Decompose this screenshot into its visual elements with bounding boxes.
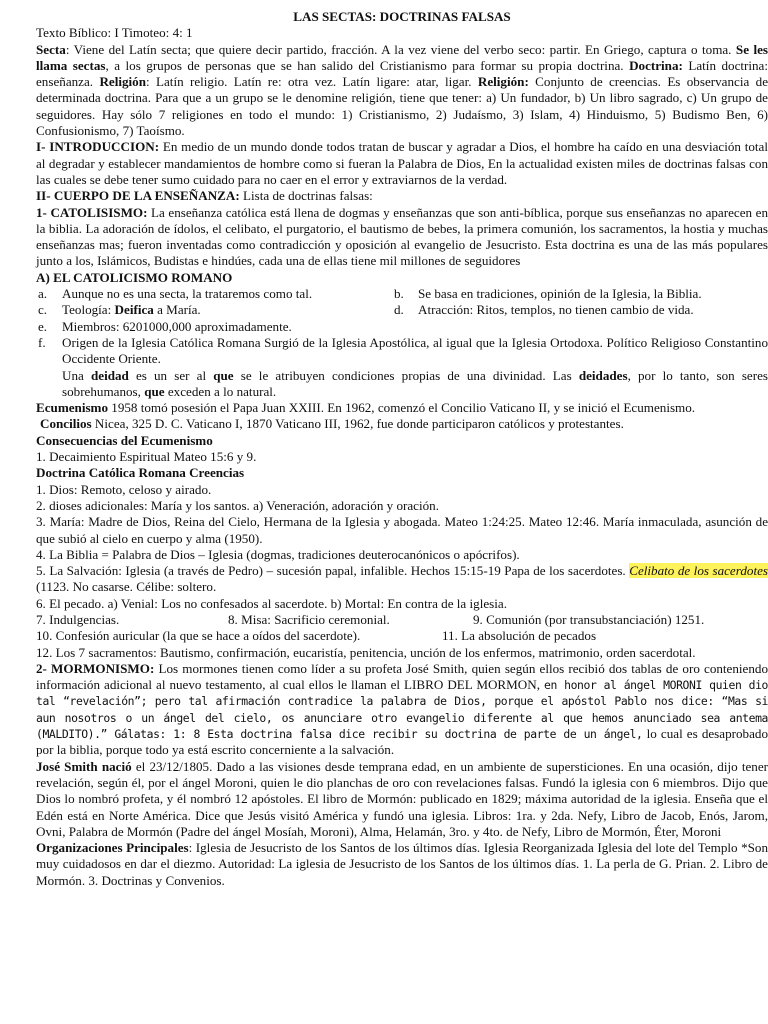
list-item-c: c. Teología: Deifica a María. (38, 302, 201, 318)
list-item-a: a. Aunque no es una secta, la trataremos como tal. (38, 286, 313, 302)
list-item-e: e. Miembros: 6201000,000 aproximadamente. (38, 318, 292, 334)
catolicismo-romano-heading: A) EL CATOLICISMO ROMANO (36, 269, 233, 285)
secta-definition: Secta: Viene del Latín secta; que quiere decir partido, fracción. A la vez viene del verbo seco: partir. En Griego, captura o toma. Se les llama sectas, a los grupos de personas que se han salido del Cristianismo para formar su propia doctrina. Doctrina: Latín doctrina: enseñanza. Religión: Latín religio. Latín re: otra vez. Latín ligare: atar, ligar. Religión: Conjunto de creencias. Es observancia de determinada doctrina. Para que a un grupo se le denomine religión, tiene que tener: a) Un fundador, b) Un libro sagrado, c) Un grupo de seguidores. Hay sólo 7 religiones en todo el mundo: 1) Cristianismo, 2) Judaísmo, 3) Islam, 4) Hinduismo, 5) Budismo Ben, 6) Confusionismo, 7) Taoísmo. (36, 41, 768, 139)
list-item-b: b. Se basa en tradiciones, opinión de la Iglesia, la Biblia. (394, 286, 702, 302)
creencia-item-10: 10. Confesión auricular (la que se hace a oídos del sacerdote). (36, 628, 361, 644)
consecuencias-heading: Consecuencias del Ecumenismo (36, 432, 213, 448)
creencia-item-4: 4. La Biblia = Palabra de Dios – Iglesia (dogmas, tradiciones deuterocanónicos o apócrifos). (36, 546, 520, 562)
consecuencias-item-1: 1. Decaimiento Espiritual Mateo 15:6 y 9. (36, 449, 257, 465)
secta-label: Secta (36, 41, 66, 57)
document-title: LAS SECTAS: DOCTRINAS FALSAS (293, 9, 511, 24)
catolicismo-heading: 1- CATOLISISMO: (36, 204, 148, 220)
mormonismo-heading: 2- MORMONISMO: (36, 660, 155, 676)
creencia-item-9: 9. Comunión (por transubstanciación) 1251. (473, 611, 705, 627)
highlighted-text: Celibato de los sacerdotes (629, 563, 768, 579)
creencia-item-1: 1. Dios: Remoto, celoso y airado. (36, 481, 212, 497)
introduction-paragraph: I- INTRODUCCION: En medio de un mundo donde todos tratan de buscar y agradar a Dios, el hombre ha caído en una desviación total al degradar y establecer mandamientos de hombre como si fueran la Palabra de Dios, En la actualidad existen miles de doctrinas falsas con las cuales se debe tener sumo cuidado para no caer en el error y extraviarnos de la verdad. (36, 139, 768, 187)
introduction-heading: I- INTRODUCCION: (36, 139, 160, 155)
concilios-paragraph: Concilios Nicea, 325 D. C. Vaticano I, 1870 Vaticano III, 1962, fue donde participaron católicos y protestantes. (40, 416, 624, 432)
list-item-d: d. Atracción: Ritos, templos, no tienen cambio de vida. (394, 302, 694, 318)
bible-reference: Texto Bíblico: I Timoteo: 4: 1 (36, 25, 193, 41)
creencia-item-7: 7. Indulgencias. (36, 611, 120, 627)
list-row-cd (36, 302, 768, 318)
creencia-item-3: 3. María: Madre de Dios, Reina del Cielo, Hermana de la Iglesia y abogada. Mateo 1:24:25. Mateo 12:46. María inmaculada, asunción de que subió al cielo en cuerpo y alma (1950). (36, 514, 768, 546)
creencia-item-2: 2. dioses adicionales: María y los santos. a) Veneración, adoración y oración. (36, 497, 439, 513)
catolicismo-paragraph: 1- CATOLISISMO: La enseñanza católica está llena de dogmas y enseñanzas que son anti-bíblica, porque sus enseñanzas no aparecen en la biblia. La adoración de ídolos, el celibato, el purgatorio, el bautismo de bebes, la primera comunión, los sacramentos, la hostia y muchas enseñanzas mas; fueron inventadas como contradicción y oposición al evangelio de Jesucristo. Esta doctrina es una de las más populares junto a los, Islámicos, Budistas e hindúes, cada una de ellas tiene mil millones de seguidores (36, 204, 768, 269)
cuerpo-paragraph: II- CUERPO DE LA ENSEÑANZA: Lista de doctrinas falsas: (36, 188, 373, 204)
document-page (36, 0, 768, 889)
list-item-f: f. Origen de la Iglesia Católica Romana Surgió de la Iglesia Apostólica, al igual que la Iglesia Ortodoxa. Político Religioso Constantino Occidente Oriente. (38, 334, 768, 367)
organizaciones-paragraph: Organizaciones Principales: Iglesia de Jesucristo de los Santos de los últimos días. Iglesia Reorganizada Iglesia del lote del Templo *Son muy cuidadosos en dar el diezmo. Autoridad: La iglesia de Jesucristo de los Santos de los últimos días. 1. La perla de G. Prian. 2. Libro de Mormón. 3. Doctrinas y Convenios. (36, 840, 768, 888)
deidad-definition: Una deidad es un ser al que se le atribuyen condiciones propias de una divinidad. Las deidades, por lo tanto, son seres sobrehumanos, que exceden a lo natural. (62, 367, 768, 399)
ecumenismo-paragraph: Ecumenismo 1958 tomó posesión el Papa Juan XXIII. En 1962, comenzó el Concilio Vaticano II, y se inició el Ecumenismo. (36, 400, 696, 416)
jose-smith-paragraph: José Smith nació el 23/12/1805. Dado a las visiones desde temprana edad, en un ambiente de supersticiones. En una ocasión, dijo tener revelación, según él, por el ángel Moroni, quien le dio planchas de oro con revelaciones falsas. Fundó la iglesia con 6 miembros. Dijo que Dios lo nombró profeta, y él nombró 12 apóstoles. El libro de Mormón: publicado en 1829; máxima autoridad de la iglesia. Enseña que el Edén está en Norte América. Dice que Jesús visitó América y fundó una iglesia. Libros: 1ra. y 2da. Nefy, Libro de Jacob, Enós, Jarom, Ovni, Palabra de Mormón (Padre del ángel Mosíah, Moroni), Alma, Helamán, 3ro. y 4to. de Nefy, Libro de Mormón, Éter, Moroni (36, 758, 768, 839)
creencia-item-12: 12. Los 7 sacramentos: Bautismo, confirmación, eucaristía, penitencia, unción de los enfermos, matrimonio, orden sacerdotal. (36, 644, 696, 660)
creencia-item-6: 6. El pecado. a) Venial: Los no confesados al sacerdote. b) Mortal: En contra de la iglesia. (36, 595, 507, 611)
list-row-ab (36, 286, 768, 302)
creencia-row-10-11 (36, 628, 768, 644)
mormonismo-paragraph: 2- MORMONISMO: Los mormones tienen como líder a su profeta José Smith, quien según ellos recibió dos tablas de oro conteniendo información adicional al nuevo testamento, al cual ellos le llaman el LIBRO DEL MORMON, en honor al ángel MORONI quien dio tal “revelación”; pero tal afirmación contradice la palabra de Dios, porque el apóstol Pablo nos dice: “Mas si aun nosotros o un ángel del cielo, os anunciare otro evangelio diferente al que hemos anunciado sea antema (MALDITO).” Gálatas: 1: 8 Esta doctrina falsa dice recibir su doctrina de parte de un ángel, lo cual es desaprobado por la biblia, porque todo ya está escrito concerniente a la salvación. (36, 660, 768, 758)
creencia-row-7-9 (36, 612, 768, 628)
creencia-item-5: 5. La Salvación: Iglesia (a través de Pedro) – sucesión papal, infalible. Hechos 15:15-19 Papa de los sacerdotes. Celibato de los sacerdotes (1123. No casarse. Célibe: soltero. (36, 563, 768, 595)
creencia-item-8: 8. Misa: Sacrificio ceremonial. (228, 611, 390, 627)
creencias-heading: Doctrina Católica Romana Creencias (36, 465, 245, 481)
creencia-item-11: 11. La absolución de pecados (442, 628, 597, 644)
cuerpo-heading: II- CUERPO DE LA ENSEÑANZA: (36, 188, 240, 204)
